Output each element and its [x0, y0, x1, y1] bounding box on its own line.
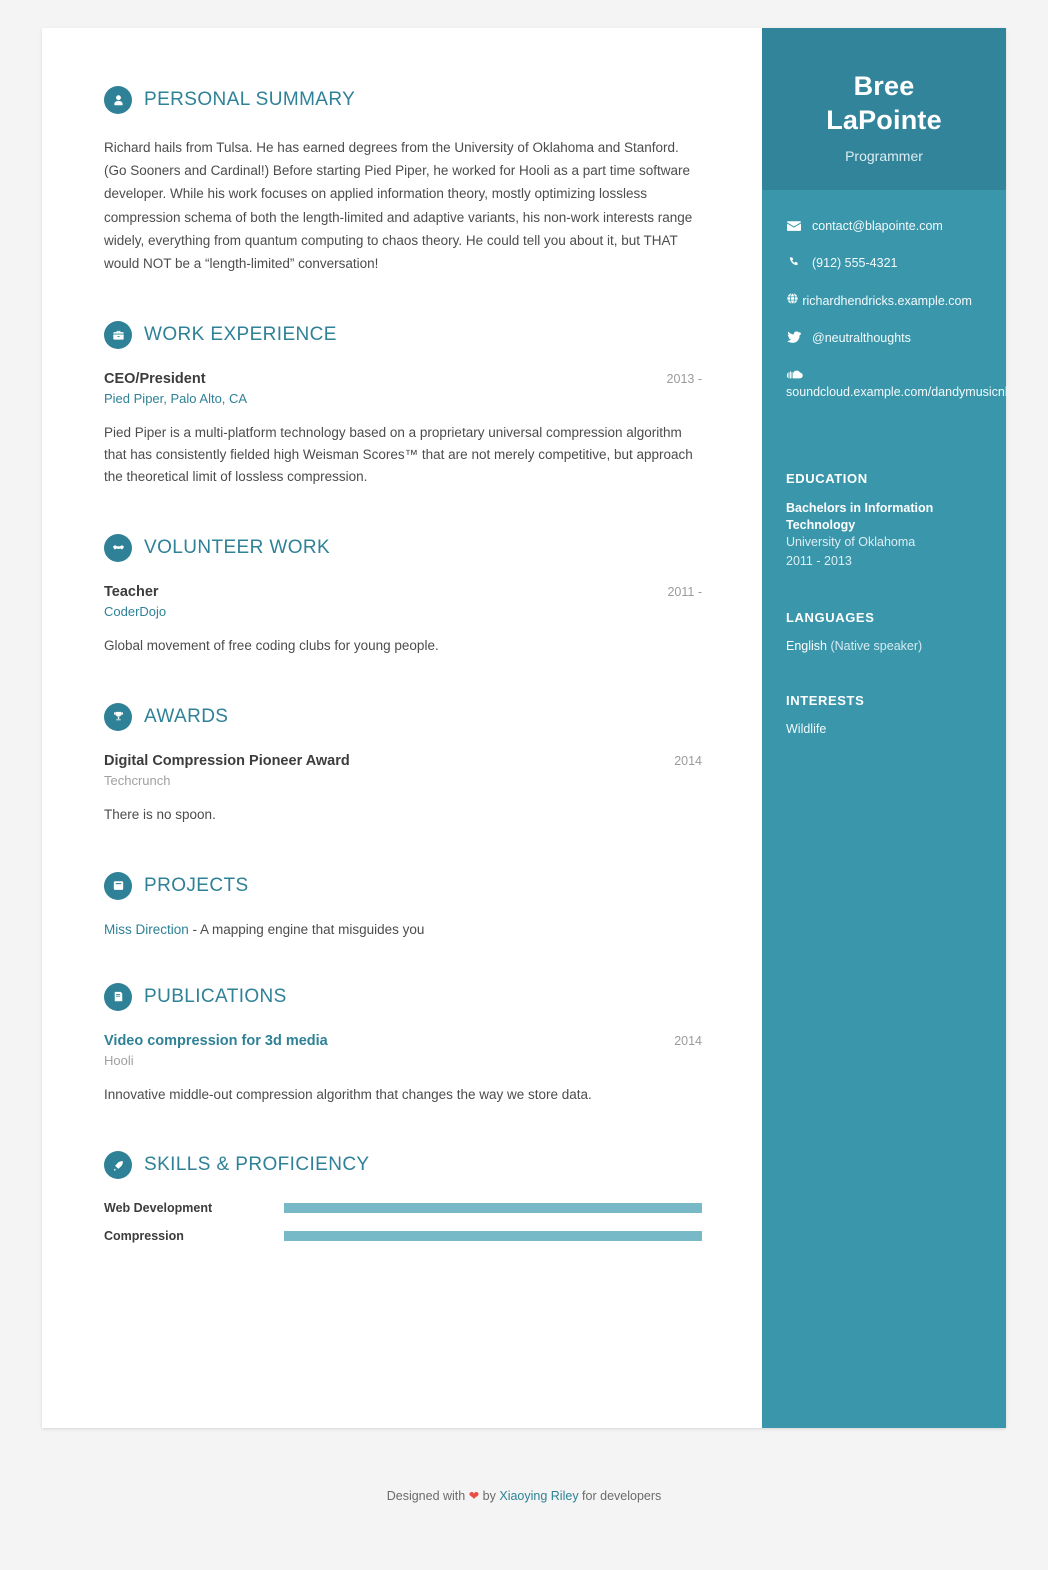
volunteer-entry: [104, 584, 702, 657]
entry-title[interactable]: Video compression for 3d media: [104, 1032, 328, 1049]
sidebar-education: [762, 457, 1006, 570]
candidate-name-line1: Bree: [853, 71, 915, 101]
entry-subtitle: CoderDojo: [104, 603, 167, 619]
entry-date: 2014: [674, 1033, 702, 1048]
section-header: [104, 1151, 702, 1179]
section-title: WORK EXPERIENCE: [144, 324, 337, 346]
entry-subtitle: Hooli: [104, 1052, 134, 1068]
contact-twitter-value: @neutralthoughts: [812, 330, 911, 345]
rocket-icon: [104, 1151, 132, 1179]
briefcase-icon: [104, 321, 132, 349]
entry-row: [104, 371, 702, 387]
section-title: PUBLICATIONS: [144, 985, 287, 1007]
book-icon: [104, 983, 132, 1011]
project-description: - A mapping engine that misguides you: [188, 921, 425, 937]
section-title: SKILLS & PROFICIENCY: [144, 1154, 370, 1176]
language-fluency: (Native speaker): [830, 638, 923, 653]
entry-subtitle: Techcrunch: [104, 772, 171, 788]
section-skills: [104, 1151, 702, 1243]
project-entry: [104, 922, 702, 937]
section-volunteer-work: [104, 534, 702, 657]
contact-twitter[interactable]: [786, 330, 984, 347]
entry-row: [104, 753, 702, 769]
sidebar-education-heading: EDUCATION: [786, 470, 868, 486]
entry-title: Teacher: [104, 583, 159, 600]
section-title: PERSONAL SUMMARY: [144, 89, 356, 110]
entry-date: 2013 -: [666, 372, 702, 387]
entry-subtitle: Pied Piper, Palo Alto, CA: [104, 391, 248, 407]
section-header: [104, 321, 702, 349]
skill-row: [104, 1201, 702, 1215]
entry-description: Global movement of free coding clubs for young people.: [104, 637, 439, 653]
sidebar-spacer: [762, 653, 1006, 679]
skill-track: [284, 1203, 702, 1213]
language-name: English: [786, 638, 827, 653]
phone-icon: [786, 255, 802, 272]
skill-track: [284, 1231, 702, 1241]
entry-title: Digital Compression Pioneer Award: [104, 752, 350, 769]
envelope-icon: [786, 218, 802, 235]
candidate-name: [786, 70, 982, 138]
section-awards: [104, 703, 702, 826]
education-dates: 2011 - 2013: [786, 553, 852, 568]
education-degree: Bachelors in Information Technology: [786, 500, 934, 532]
section-header: [104, 872, 702, 900]
award-entry: [104, 753, 702, 826]
contact-soundcloud-value: soundcloud.example.com/dandymusicnl: [786, 384, 1008, 399]
twitter-icon: [786, 330, 802, 347]
section-title: AWARDS: [144, 705, 229, 727]
section-personal-summary: [104, 86, 702, 275]
footer-suffix: for developers: [578, 1489, 662, 1503]
section-header: [104, 703, 702, 731]
language-item: [786, 639, 984, 653]
contact-phone[interactable]: [786, 255, 984, 272]
work-entry: [104, 371, 702, 488]
footer-author-link[interactable]: Xiaoying Riley: [499, 1489, 579, 1503]
entry-row: [104, 1033, 702, 1049]
footer-middle: by: [479, 1489, 500, 1503]
interest-item: Wildlife: [786, 721, 827, 736]
contact-email-value: contact@blapointe.com: [812, 218, 943, 233]
sidebar-interests-heading: INTERESTS: [786, 692, 865, 708]
summary-text: Richard hails from Tulsa. He has earned degrees from the University of Oklahoma and Stanford. (Go Sooners and Cardinal!) Before starting Pied Piper, he worked for Hooli as a part time software developer. While his work focuses on applied information theory, mostly optimizing lossless compression schema of both the length-limited and adaptive variants, his non-work interests range widely, everything from quantum computing to chaos theory. He could tell you about it, but THAT would NOT be a “length-limited” conversation!: [104, 140, 693, 272]
trophy-icon: [104, 703, 132, 731]
contact-website-value: richardhendricks.example.com: [802, 293, 972, 308]
skill-name: Compression: [104, 1229, 184, 1244]
heart-icon: ❤: [468, 1489, 480, 1503]
entry-description: There is no spoon.: [104, 806, 216, 822]
section-header: [104, 86, 702, 114]
candidate-role: Programmer: [845, 147, 923, 164]
resume-sidebar: [762, 28, 1006, 1428]
resume-main-column: [42, 28, 762, 1428]
contact-list: [762, 190, 1006, 431]
contact-website[interactable]: [786, 292, 984, 310]
candidate-name-line2: LaPointe: [826, 104, 942, 135]
globe-icon: [786, 293, 802, 308]
project-link[interactable]: Miss Direction: [104, 921, 189, 937]
skill-bar: [284, 1231, 702, 1241]
user-circle-icon: [104, 86, 132, 114]
handshake-icon: [104, 534, 132, 562]
section-work-experience: [104, 321, 702, 488]
section-projects: [104, 872, 702, 937]
section-header: [104, 983, 702, 1011]
contact-soundcloud[interactable]: [786, 367, 1008, 401]
entry-row: [104, 584, 702, 600]
footer-prefix: Designed with: [386, 1489, 469, 1503]
sidebar-interests: [762, 679, 1006, 736]
sidebar-spacer: [762, 570, 1006, 596]
skill-row: [104, 1229, 702, 1243]
section-title: PROJECTS: [144, 874, 249, 896]
entry-description: Innovative middle-out compression algorithm that changes the way we store data.: [104, 1086, 592, 1102]
section-publications: [104, 983, 702, 1106]
resume-page: [42, 28, 1006, 1428]
education-school: University of Oklahoma: [786, 535, 916, 550]
sidebar-header: [762, 28, 1006, 190]
entry-date: 2011 -: [667, 584, 702, 599]
footer-credit: [0, 1488, 1048, 1503]
sidebar-spacer: [762, 431, 1006, 457]
skill-name: Web Development: [104, 1201, 213, 1216]
skills-list: [104, 1201, 702, 1243]
contact-email[interactable]: [786, 218, 984, 235]
publication-entry: [104, 1033, 702, 1106]
entry-date: 2014: [674, 753, 702, 768]
section-title: VOLUNTEER WORK: [144, 536, 331, 558]
contact-phone-value: (912) 555-4321: [812, 255, 898, 270]
entry-title: CEO/President: [104, 371, 206, 388]
section-header: [104, 534, 702, 562]
entry-description: Pied Piper is a multi-platform technology based on a proprietary universal compression algorithm that has consistently fielded high Weisman Scores™ that are not merely competitive, but approach the theoretical limit of lossless compression.: [104, 425, 693, 485]
archive-icon: [104, 872, 132, 900]
sidebar-languages: [762, 596, 1006, 653]
cloud-icon: [786, 367, 803, 382]
sidebar-languages-heading: LANGUAGES: [786, 609, 875, 625]
skill-bar: [284, 1203, 702, 1213]
